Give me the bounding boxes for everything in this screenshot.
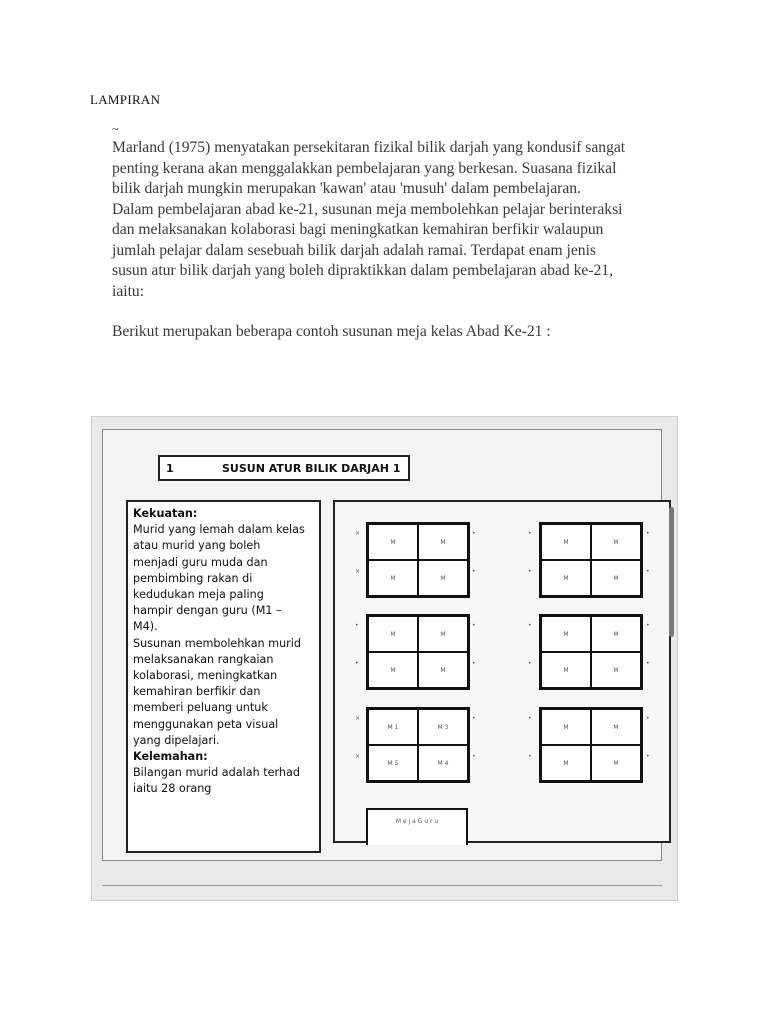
seat: M 4 <box>418 745 468 781</box>
seat: M <box>418 560 468 596</box>
seat: M <box>418 652 468 688</box>
desk-layout-diagram <box>333 500 671 843</box>
paragraph-line: Dalam pembelajaran abad ke-21, susunan meja membolehkan pelajar berinteraksi <box>112 200 623 218</box>
page-heading: LAMPIRAN <box>90 92 161 107</box>
strengths-line: Susunan membolehkan murid <box>133 636 301 650</box>
paragraph-line: iaitu: <box>112 282 145 300</box>
strengths-line: kedudukan meja paling <box>133 588 264 602</box>
seat: M <box>591 560 641 596</box>
desk-group <box>539 522 643 598</box>
desk-group <box>366 614 470 690</box>
figure-number: 1 <box>166 461 174 475</box>
seat-marker: × <box>355 530 361 537</box>
desk-group <box>366 522 470 598</box>
teacher-desk: M e j a G u r u <box>366 808 468 845</box>
strengths-line: kolaborasi, meningkatkan <box>133 669 278 683</box>
seat: M 5 <box>368 745 418 781</box>
seat-marker: • <box>646 530 650 537</box>
strengths-line: yang dipelajari. <box>133 733 220 747</box>
seat: M <box>591 524 641 560</box>
seat-marker: • <box>472 530 476 537</box>
strengths-weakness-box <box>126 500 321 853</box>
strengths-line: hampir dengan guru (M1 – <box>133 604 282 618</box>
seat: M <box>541 560 591 596</box>
seat-marker: • <box>646 715 650 722</box>
classroom-layout-figure <box>91 416 678 901</box>
seat: M <box>591 652 641 688</box>
strengths-line: menjadi guru muda dan <box>133 555 268 569</box>
figure-divider <box>102 885 662 886</box>
weakness-line: iaitu 28 orang <box>133 782 212 796</box>
seat-marker: • <box>528 530 532 537</box>
strengths-line: Murid yang lemah dalam kelas <box>133 523 305 537</box>
desk-group-front <box>366 707 470 783</box>
seat: M <box>368 560 418 596</box>
seat-marker: • <box>355 660 359 667</box>
seat: M <box>418 524 468 560</box>
seat: M 3 <box>418 709 468 745</box>
seat-marker: × <box>355 715 361 722</box>
seat-marker: • <box>528 622 532 629</box>
strengths-line: pembimbing rakan di <box>133 571 253 585</box>
seat-marker: • <box>646 568 650 575</box>
seat: M <box>591 616 641 652</box>
seat: M <box>541 524 591 560</box>
seat: M <box>368 652 418 688</box>
weakness-line: Bilangan murid adalah terhad <box>133 766 300 780</box>
seat-marker: • <box>528 660 532 667</box>
examples-intro: Berikut merupakan beberapa contoh susunan meja kelas Abad Ke-21 : <box>112 323 551 340</box>
seat-marker: • <box>472 715 476 722</box>
seat: M <box>541 652 591 688</box>
paragraph-line: susun atur bilik darjah yang boleh dipraktikkan dalam pembelajaran abad ke-21, <box>112 262 614 279</box>
strengths-line: memberi peluang untuk <box>133 701 268 715</box>
seat: M <box>418 616 468 652</box>
paragraph-line: Marland (1975) menyatakan persekitaran fizikal bilik darjah yang kondusif sangat <box>112 139 626 156</box>
seat-marker: • <box>472 568 476 575</box>
seat-marker: • <box>355 622 359 629</box>
strengths-line: atau murid yang boleh <box>133 539 261 553</box>
strengths-line: kemahiran berfikir dan <box>133 685 261 699</box>
intro-paragraph <box>112 138 668 302</box>
seat-marker: • <box>646 660 650 667</box>
seat: M <box>541 709 591 745</box>
seat: M <box>541 745 591 781</box>
paragraph-line: penting kerana akan menggalakkan pembelajaran yang berkesan. Suasana fizikal <box>112 159 617 177</box>
scrollbar-thumb[interactable] <box>669 507 674 637</box>
paragraph-line: dan melaksanakan kolaborasi bagi meningkatkan kemahiran berfikir walaupun <box>112 221 604 238</box>
seat-marker: • <box>528 715 532 722</box>
seat-marker: • <box>472 753 476 760</box>
tilde-mark: ~ <box>112 122 119 136</box>
seat-marker: • <box>472 660 476 667</box>
desk-group <box>539 614 643 690</box>
seat-marker: × <box>355 753 361 760</box>
seat-marker: • <box>472 622 476 629</box>
strengths-line: melaksanakan rangkaian <box>133 652 274 666</box>
strengths-label: Kekuatan: <box>133 507 198 520</box>
figure-frame <box>102 429 662 861</box>
seat-marker: × <box>355 568 361 575</box>
paragraph-line: jumlah pelajar dalam sesebuah bilik darjah adalah ramai. Terdapat enam jenis <box>112 241 596 259</box>
strengths-line: M4). <box>133 620 158 634</box>
seat: M 1 <box>368 709 418 745</box>
seat-marker: • <box>646 753 650 760</box>
weakness-label: Kelemahan: <box>133 750 208 764</box>
figure-title-box <box>158 455 410 481</box>
figure-title: SUSUN ATUR BILIK DARJAH 1 <box>222 461 401 475</box>
seat-marker: • <box>528 753 532 760</box>
seat-marker: • <box>528 568 532 575</box>
strengths-line: menggunakan peta visual <box>133 717 279 731</box>
seat: M <box>368 616 418 652</box>
seat: M <box>368 524 418 560</box>
seat: M <box>591 709 641 745</box>
seat-marker: • <box>646 622 650 629</box>
paragraph-line: bilik darjah mungkin merupakan 'kawan' atau 'musuh' dalam pembelajaran. <box>112 180 581 197</box>
seat: M <box>541 616 591 652</box>
seat: M <box>591 745 641 781</box>
desk-group <box>539 707 643 783</box>
